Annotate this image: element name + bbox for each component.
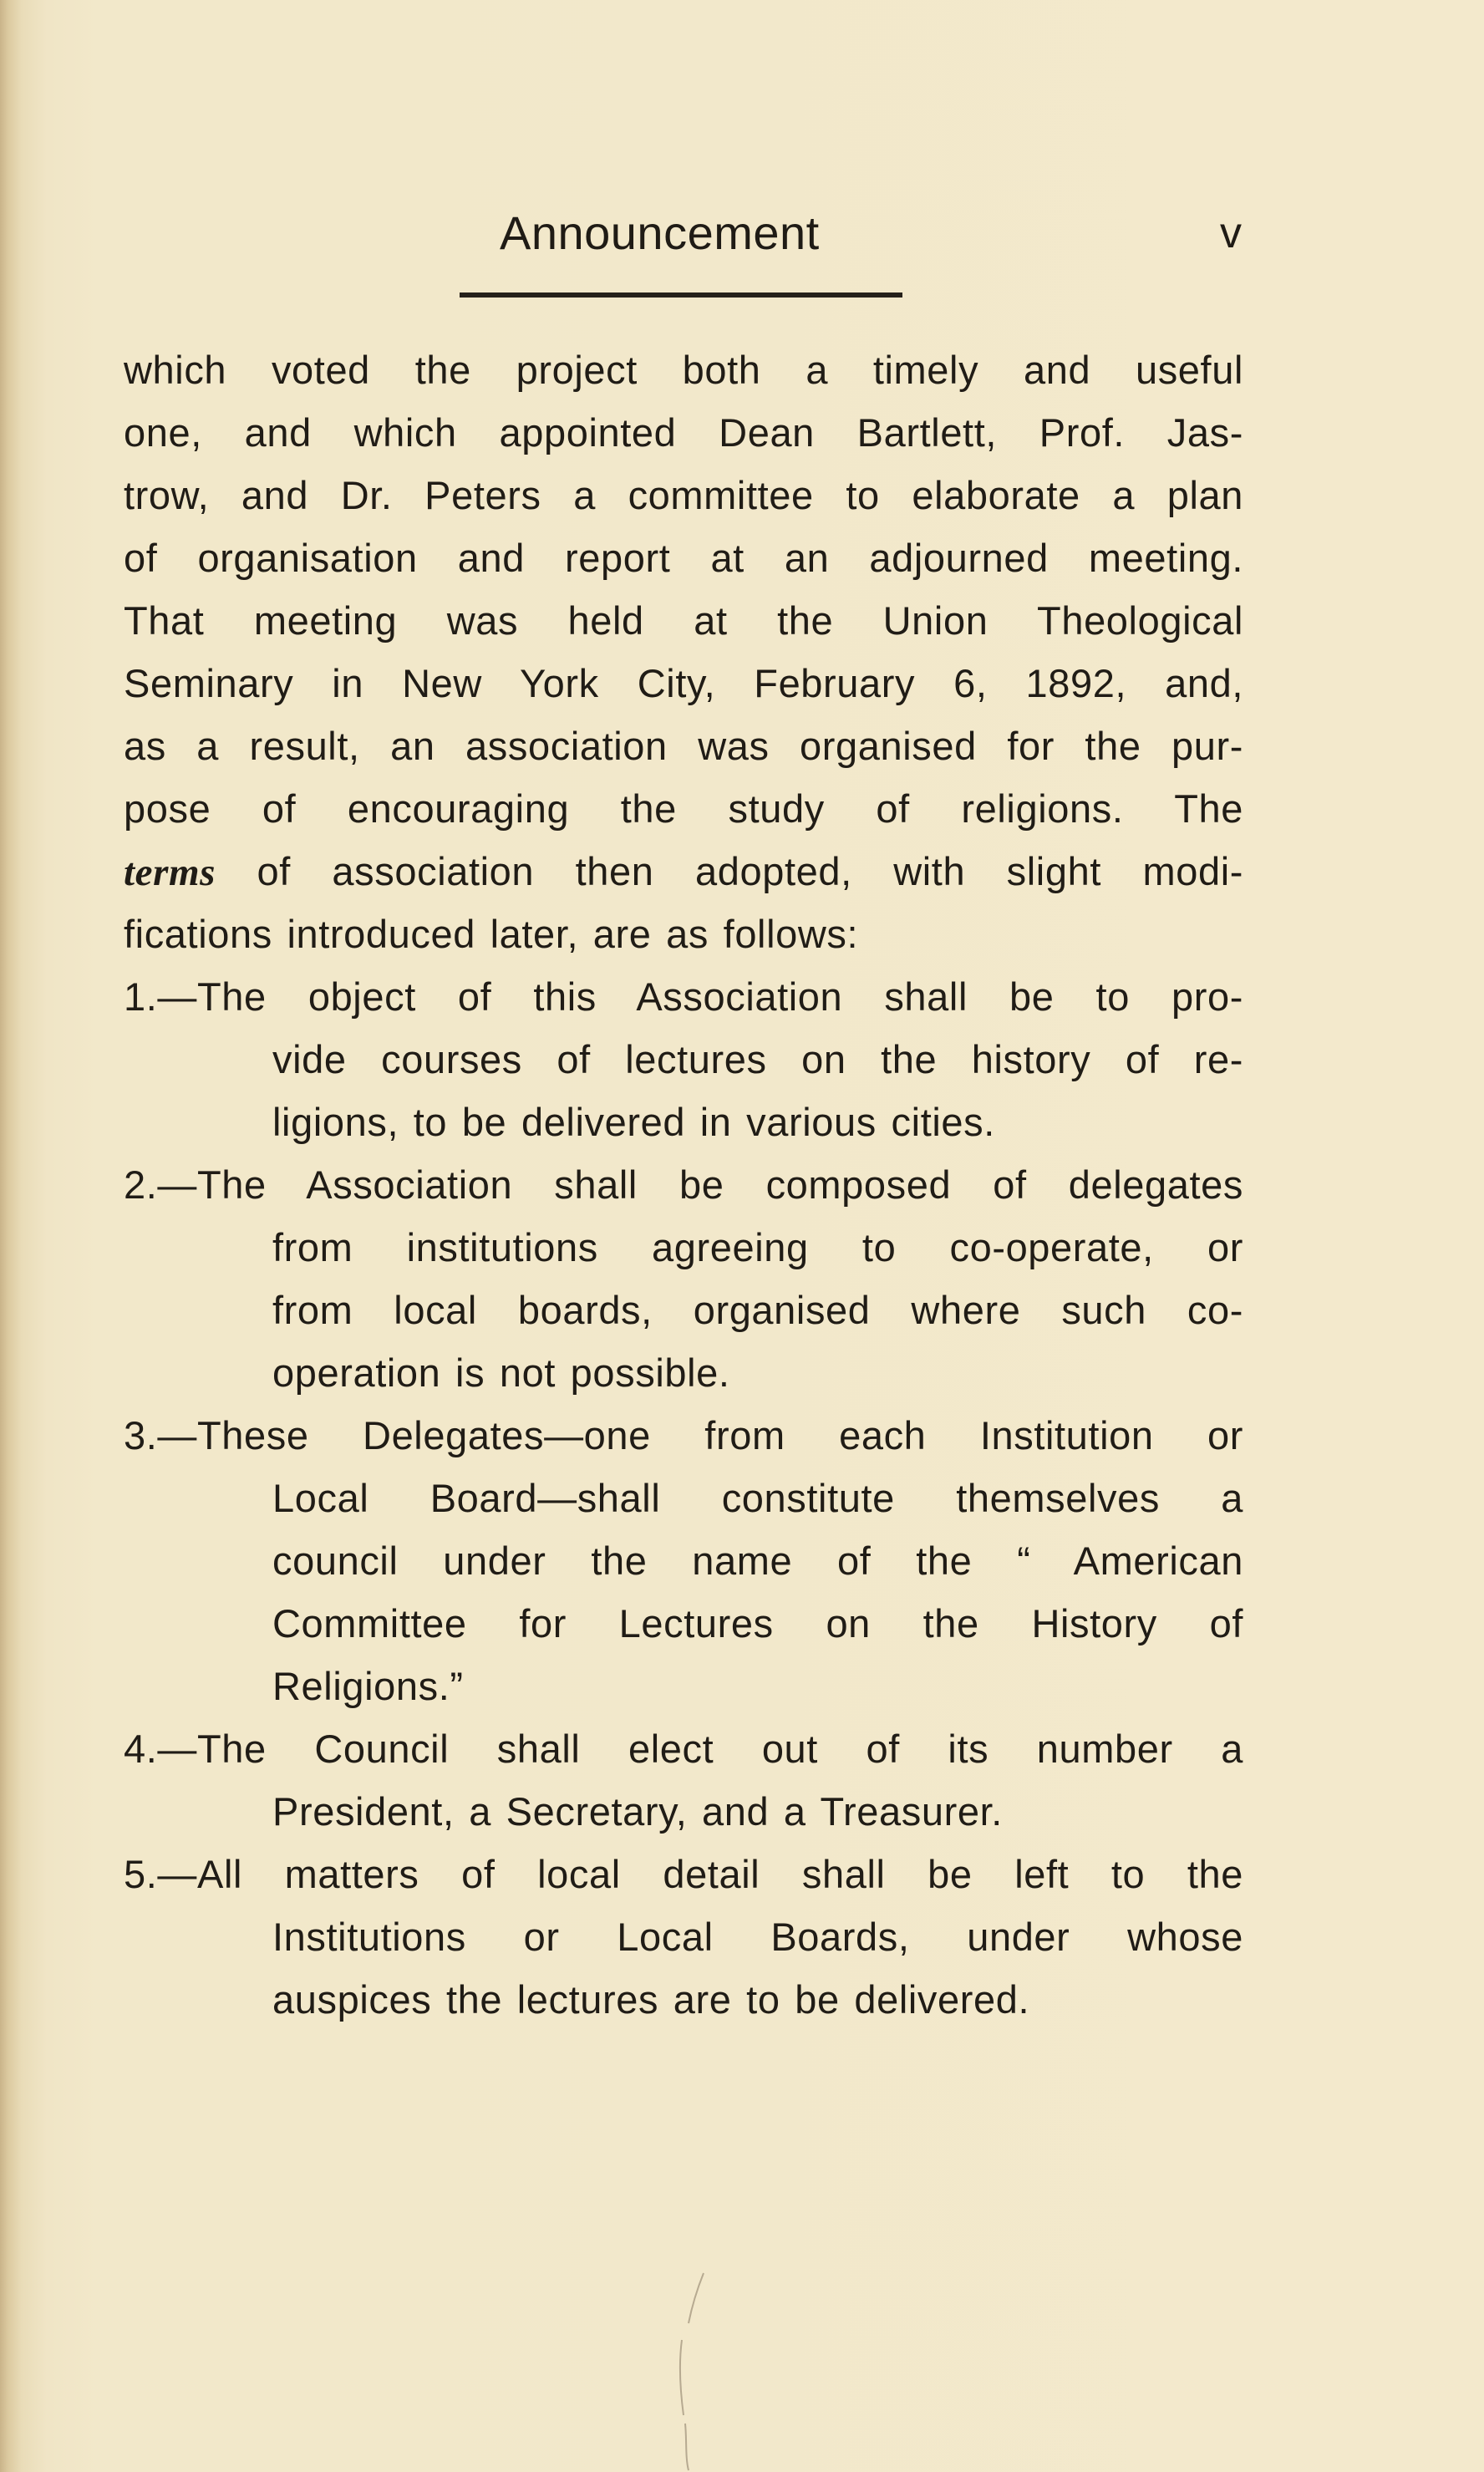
text-line: fications introduced later, are as follows:	[124, 912, 859, 956]
text-line: one, and which appointed Dean Bartlett, Prof. Jas-	[124, 410, 1243, 455]
item-line: operation is not possible.	[272, 1350, 730, 1395]
header-rule	[460, 292, 902, 298]
item-line: auspices the lectures are to be delivered.	[272, 1977, 1030, 2022]
list-item	[124, 1153, 1243, 1404]
list-item	[124, 1717, 1243, 1843]
text-line: as a result, an association was organised for the pur-	[124, 724, 1243, 768]
running-header	[124, 204, 1242, 262]
terms-list	[124, 965, 1243, 2031]
page-number: v	[1220, 209, 1242, 257]
item-line: vide courses of lectures on the history of re-	[272, 1037, 1243, 1081]
pencil-mark-icon	[660, 2256, 727, 2472]
item-line: 4.—The Council shall elect out of its number a	[124, 1727, 1243, 1771]
text-line: of organisation and report at an adjourned meeting.	[124, 536, 1243, 580]
text-line-rest: of association then adopted, with slight modi-	[257, 849, 1243, 893]
item-line: 1.—The object of this Association shall be to pro-	[124, 974, 1243, 1019]
item-line: 5.—All matters of local detail shall be left to the	[124, 1852, 1243, 1896]
item-line: from institutions agreeing to co-operate, or	[272, 1225, 1243, 1269]
list-item	[124, 1843, 1243, 2031]
text-line-with-terms	[124, 840, 1243, 903]
text-line: pose of encouraging the study of religions. The	[124, 786, 1243, 831]
text-line: That meeting was held at the Union Theological	[124, 598, 1243, 643]
item-line: 2.—The Association shall be composed of delegates	[124, 1162, 1243, 1207]
intro-paragraph	[124, 338, 1243, 965]
list-item	[124, 1404, 1243, 1717]
item-line: ligions, to be delivered in various cities.	[272, 1100, 995, 1144]
item-line: 3.—These Delegates—one from each Institution or	[124, 1413, 1243, 1457]
item-line: President, a Secretary, and a Treasurer.	[272, 1789, 1003, 1834]
item-line: council under the name of the “ American	[272, 1539, 1243, 1583]
text-line: which voted the project both a timely and useful	[124, 348, 1243, 392]
text-line: trow, and Dr. Peters a committee to elaborate a plan	[124, 473, 1243, 517]
item-line: Local Board—shall constitute themselves a	[272, 1476, 1243, 1520]
item-line: from local boards, organised where such co-	[272, 1288, 1243, 1332]
list-item	[124, 965, 1243, 1153]
text-line: Seminary in New York City, February 6, 1892, and,	[124, 661, 1243, 705]
terms-italic: terms	[124, 851, 216, 894]
item-line: Religions.”	[272, 1664, 464, 1708]
item-line: Institutions or Local Boards, under whose	[272, 1915, 1243, 1959]
body-text	[124, 338, 1243, 2031]
item-line: Committee for Lectures on the History of	[272, 1601, 1243, 1645]
running-title: Announcement	[500, 206, 820, 259]
